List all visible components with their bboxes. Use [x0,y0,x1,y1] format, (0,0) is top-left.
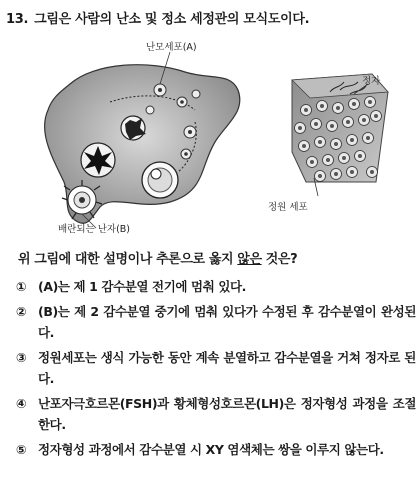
ovary-diagram [45,41,240,235]
figure-illustration [0,32,420,242]
follicle-nucleus [180,100,184,104]
cell-nucleus [336,106,340,110]
choice-1-mark: ① [16,279,27,294]
cell-nucleus [314,122,318,126]
choice-4[interactable] [16,393,416,435]
prompt-text-after: 것은? [261,252,298,267]
cell-nucleus [352,102,356,106]
cell-nucleus [304,108,308,112]
cell-nucleus [342,156,346,160]
question-text: 그림은 사람의 난소 및 정소 세정관의 모식도이다. [34,12,310,27]
figure [0,32,420,242]
prompt-negation: 않은 [237,252,262,267]
cell-nucleus [358,154,362,158]
cell-nucleus [334,172,338,176]
question-number: 13. [6,12,29,27]
spermatogonia-label: 정원 세포 [268,202,308,213]
testis-diagram [268,74,388,213]
cell-nucleus [334,142,338,146]
question-title [6,8,309,27]
ovulation-label: 배란되는 난자(B) [58,224,131,235]
cell-nucleus [298,126,302,130]
sperm-label: 정자 [362,76,381,87]
choice-1-text: (A)는 제 1 감수분열 전기에 멈춰 있다. [38,279,247,294]
choice-3[interactable] [16,347,416,389]
cell-nucleus [350,138,354,142]
cell-nucleus [310,160,314,164]
choice-5[interactable] [16,439,416,460]
cell-nucleus [350,170,354,174]
cell-nucleus [318,174,322,178]
choice-5-text: 정자형성 과정에서 감수분열 시 XY 염색체는 쌍을 이루지 않는다. [38,442,384,457]
cell-nucleus [366,136,370,140]
choice-4-mark: ④ [16,396,27,411]
cell-nucleus [318,140,322,144]
primary-follicle [146,106,154,114]
question-prompt [18,248,297,267]
cell-nucleus [362,118,366,122]
ovary-label: 난모세포(A) [146,42,197,53]
primary-follicle [192,90,200,98]
cell-nucleus [302,144,306,148]
cell-nucleus [320,104,324,108]
cell-nucleus [346,120,350,124]
answer-choices [16,276,416,464]
cell-nucleus [368,100,372,104]
follicle-nucleus [184,152,188,156]
choice-1[interactable] [16,276,416,297]
follicle-nucleus [188,130,192,134]
oocyte [151,169,161,179]
follicle-nucleus [158,88,162,92]
choice-5-mark: ⑤ [16,442,27,457]
choice-2[interactable] [16,301,416,343]
cell-nucleus [330,124,334,128]
cell-nucleus [370,170,374,174]
prompt-text-before: 위 그림에 대한 설명이나 추론으로 옳지 [18,252,238,267]
choice-2-mark: ② [16,304,27,319]
cell-nucleus [326,158,330,162]
cell-nucleus [374,114,378,118]
choice-3-mark: ③ [16,350,27,365]
choice-3-text: 정원세포는 생식 가능한 동안 계속 분열하고 감수분열을 거쳐 정자로 된다. [38,350,416,386]
choice-4-text: 난포자극호르몬(FSH)과 황체형성호르몬(LH)은 정자형성 과정을 조절한다. [38,396,416,432]
choice-2-text: (B)는 제 2 감수분열 중기에 멈춰 있다가 수정된 후 감수분열이 완성된다. [38,304,416,340]
